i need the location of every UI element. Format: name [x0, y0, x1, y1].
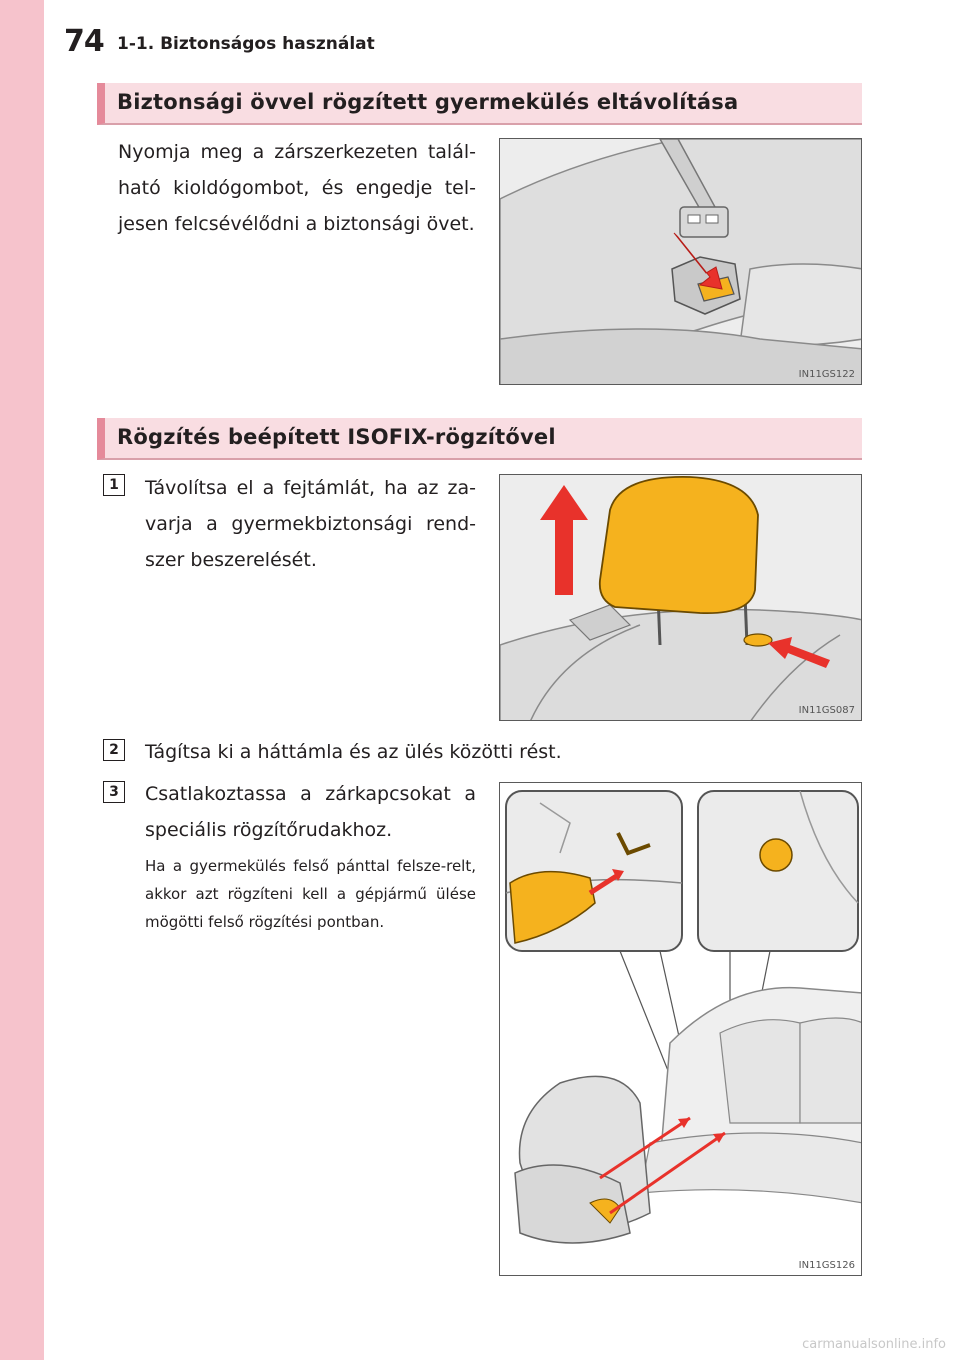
- section-heading-text: Biztonsági övvel rögzített gyermekülés eltávolítása: [117, 90, 739, 114]
- figure-code: IN11GS122: [798, 369, 855, 380]
- section-heading-text: Rögzítés beépített ISOFIX-rögzítővel: [117, 425, 556, 449]
- step-3-text: Csatlakoztassa a zárkapcsokat a speciális rögzítőrudakhoz.: [145, 783, 476, 841]
- page-number: 74: [64, 24, 104, 59]
- figure-isofix-attachment: [499, 782, 862, 1276]
- running-title: 1-1. Biztonságos használat: [117, 34, 375, 54]
- headrest-illustration: [500, 475, 862, 721]
- page-margin-strip: [0, 0, 44, 1360]
- section-heading-removal: [97, 83, 862, 125]
- figure-headrest-removal: [499, 474, 862, 721]
- step-number-2: 2: [103, 739, 125, 761]
- step-number-3: 3: [103, 781, 125, 803]
- watermark: carmanualsonline.info: [802, 1337, 946, 1352]
- figure-code: IN11GS087: [798, 705, 855, 716]
- removal-instruction-text: Nyomja meg a zárszerkezeten talál-ható kioldógombot, és engedje tel-jesen felcsévélődni a biztonsági övet.: [118, 141, 476, 235]
- step-3-note: Ha a gyermekülés felső pánttal felsze-relt, akkor azt rögzíteni kell a gépjármű ülése mögötti felső rögzítési pontban.: [145, 857, 476, 931]
- step-2-text: Tágítsa ki a háttámla és az ülés közötti rést.: [145, 741, 562, 763]
- figure-seatbelt-buckle: [499, 138, 862, 385]
- step-number-1: 1: [103, 474, 125, 496]
- isofix-illustration: [500, 783, 862, 1276]
- figure-code: IN11GS126: [798, 1260, 855, 1271]
- step-1-text: Távolítsa el a fejtámlát, ha az za-varja a gyermekbiztonsági rend-szer beszerelését.: [145, 477, 476, 571]
- section-heading-isofix: [97, 418, 862, 460]
- seatbelt-buckle-illustration: [500, 139, 862, 385]
